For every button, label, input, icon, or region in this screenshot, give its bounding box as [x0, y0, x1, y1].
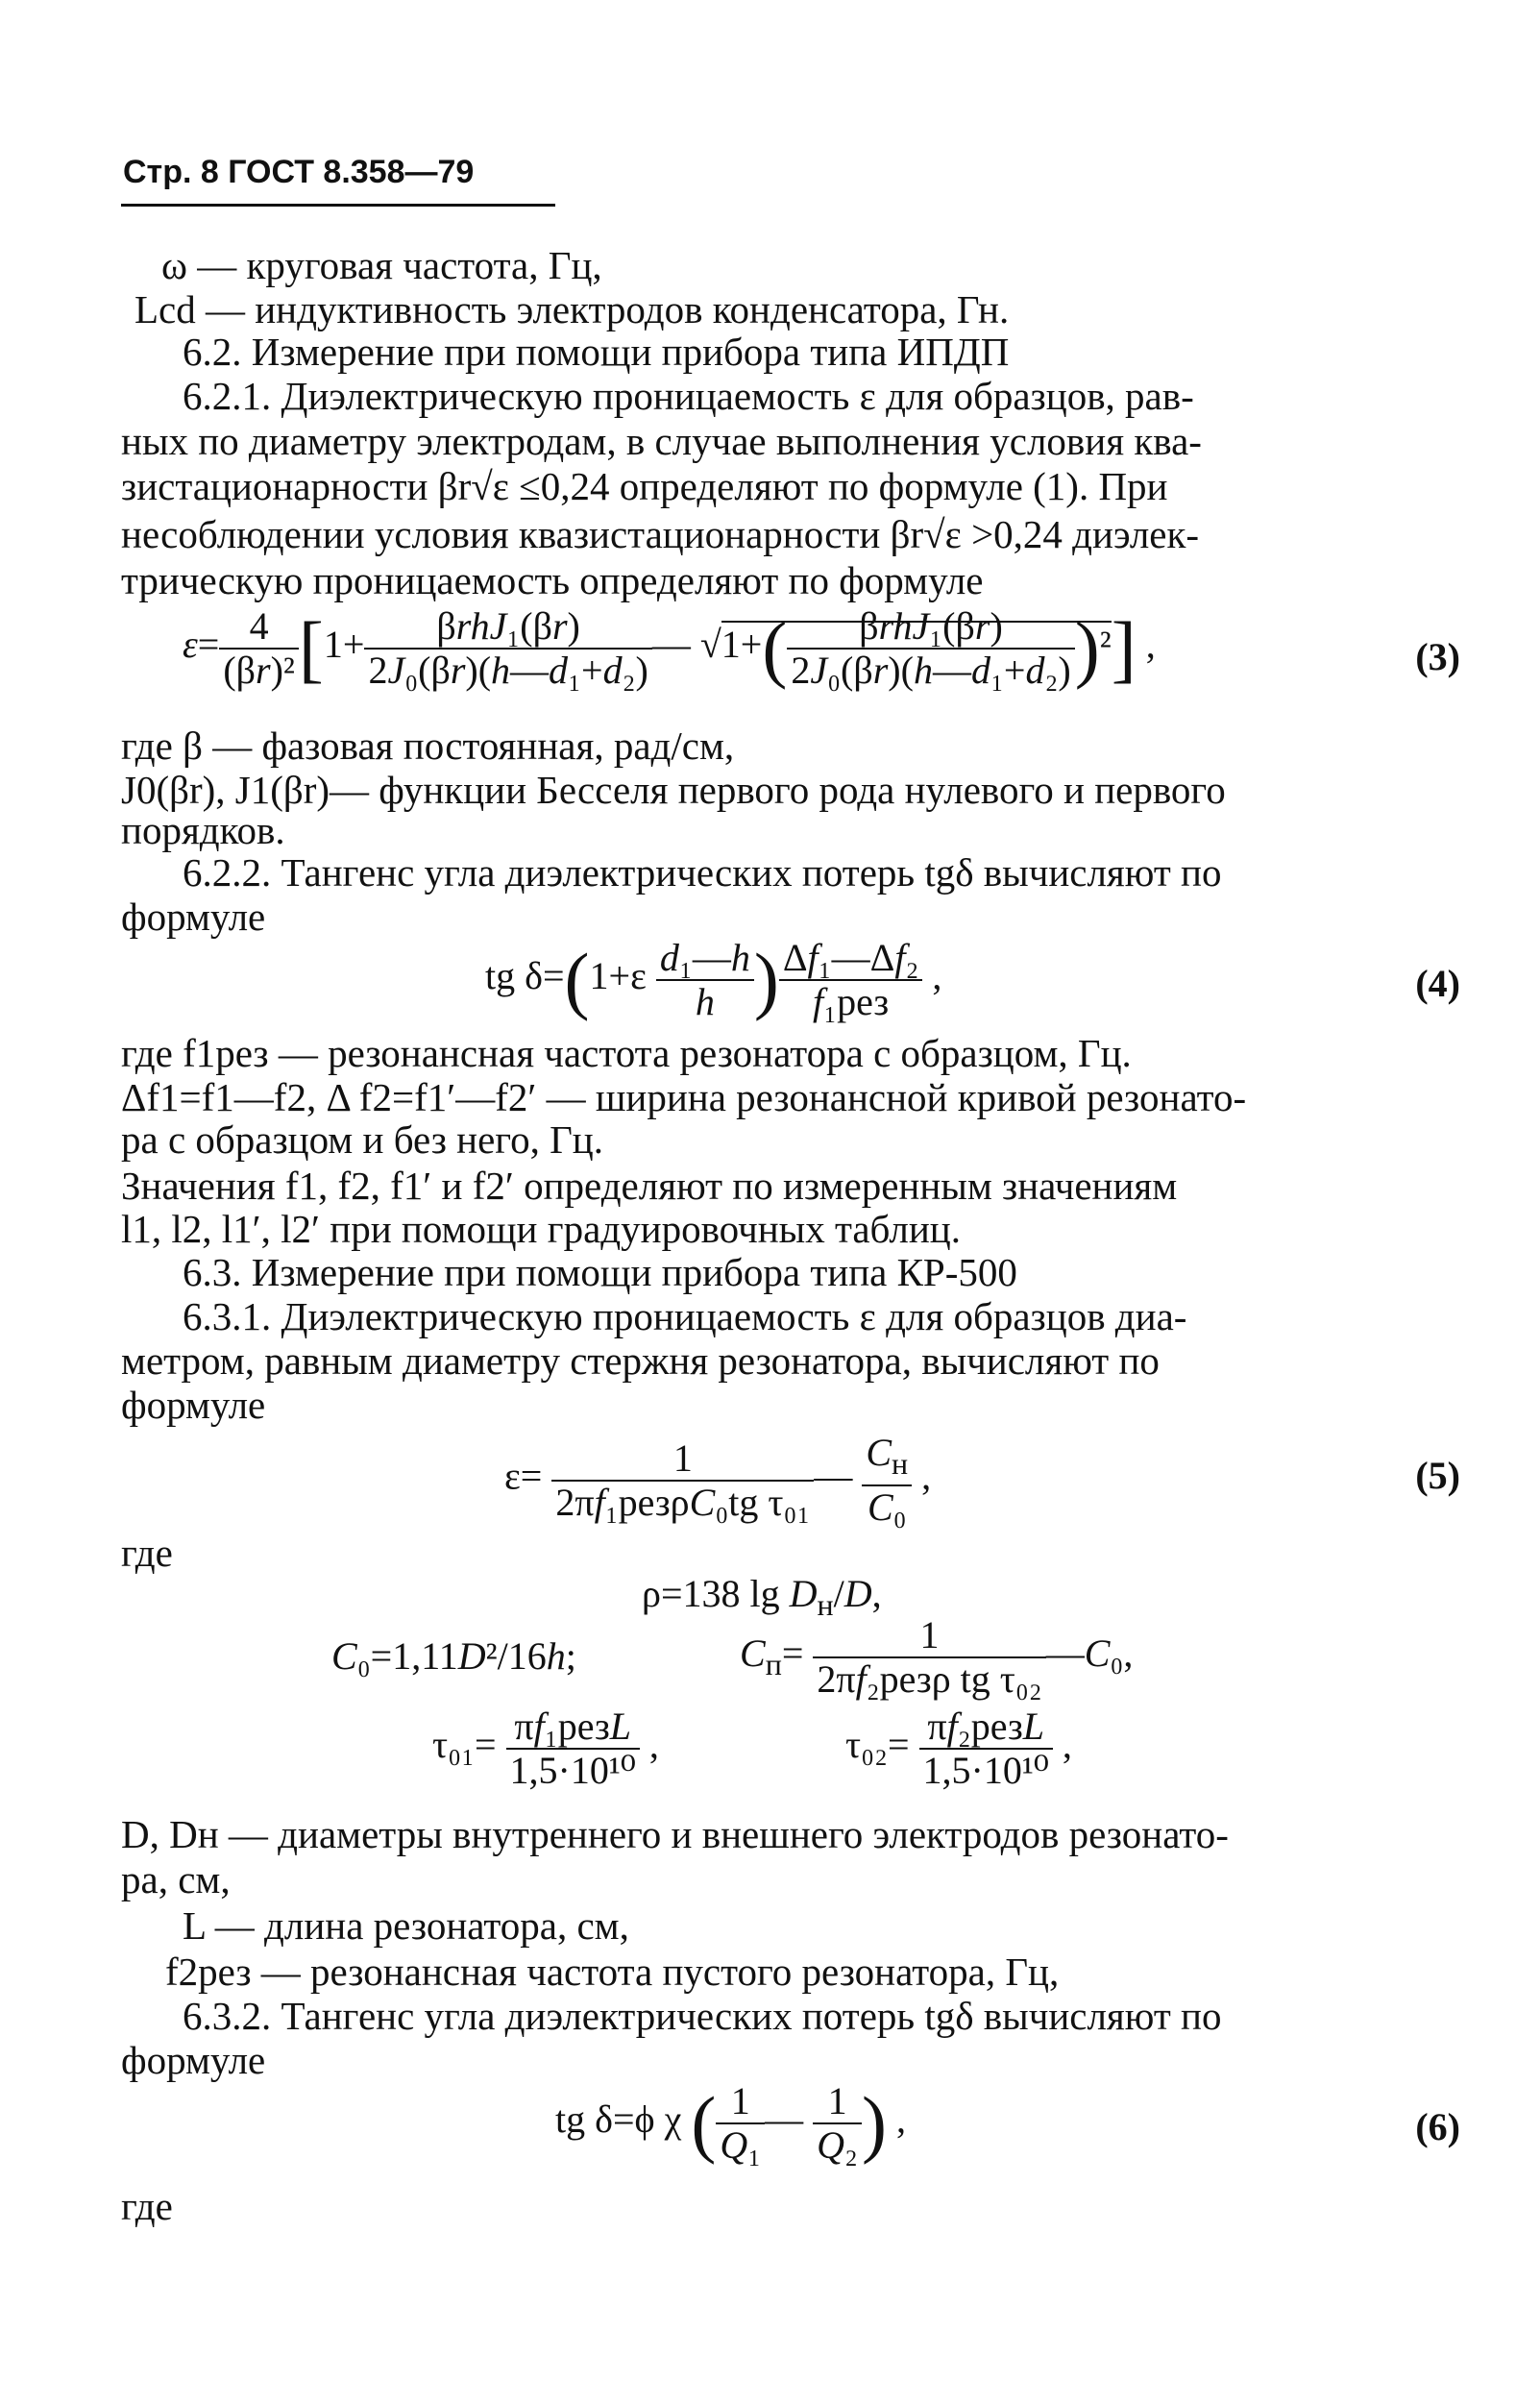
- text-line: где f1рез — резонансная частота резонатора с образцом, Гц.: [121, 1031, 1132, 1075]
- text-line: ра с образцом и без него, Гц.: [121, 1117, 603, 1162]
- text-line: ных по диаметру электродам, в случае выполнения условия ква-: [121, 419, 1202, 463]
- formula-rho: ρ=138 $\lg D_н/D$,: [642, 1572, 882, 1622]
- equation-4: tg δ=(1+ε $\frac{\text{d₁—h}}{h}$ ) $\frac{\text{Δf₁—Δf₂}}{\text{f₁рез}}$ ,: [485, 936, 942, 1023]
- text-line: формуле: [121, 895, 266, 939]
- text-line: где: [121, 2184, 173, 2228]
- text-line: порядков.: [121, 808, 285, 852]
- text-line: формуле: [121, 1383, 266, 1427]
- text-line: J0(βr), J1(βr)— функции Бесселя первого рода нулевого и первого: [121, 768, 1226, 812]
- formula-tau01: τ₀₁= $\frac{\text{πf₁резL}}{\text{1,5·10¹⁰}}$ ,: [432, 1705, 659, 1792]
- text-line: ω — круговая частота, Гц,: [161, 243, 602, 287]
- text-line: 6.3. Измерение при помощи прибора типа КР-500: [183, 1250, 1017, 1294]
- equation-5: ε= $\frac{1}{\text{2πf₁резρC₀tg τ₀₁}}$ — $\frac{C_н}{\text{C₀}}$ ,: [504, 1431, 932, 1529]
- text-line: метром, равным диаметру стержня резонатора, вычисляют по: [121, 1338, 1160, 1383]
- text-line: где: [121, 1531, 173, 1575]
- formula-cn: $C_п=$ $\frac{1}{\text{2πf₂резρ tg τ₀₂}}$ —C₀,: [740, 1613, 1134, 1701]
- equation-3: ε= $\frac{4}{\text{(βr)²}}$ [1+ $\frac{\text{βrhJ₁(βr)}}{\text{2J₀(βr)(h—d₁+d₂)}}$ — √1+( $\frac{\text{βrhJ₁(βr)}}{\text{2J₀(βr)(h—d₁+d₂)}}$ )²] ,: [183, 604, 1156, 692]
- formula-tau02: τ₀₂= $\frac{\text{πf₂резL}}{\text{1,5·10¹⁰}}$ ,: [845, 1705, 1072, 1792]
- text-line: ра, см,: [121, 1857, 231, 1901]
- text-line: 6.2.1. Диэлектрическую проницаемость ε для образцов, рав-: [183, 374, 1194, 418]
- text-line: D, Dн — диаметры внутреннего и внешнего электродов резонато-: [121, 1812, 1229, 1856]
- text-line: трическую проницаемость определяют по формуле: [121, 558, 984, 602]
- formula-c0: C₀=1,11D²/16h;: [331, 1634, 576, 1678]
- text-line: формуле: [121, 2038, 266, 2082]
- equation-number: (6): [1415, 2105, 1460, 2148]
- page-header: Стр. 8 ГОСТ 8.358—79: [123, 154, 475, 190]
- equation-6: tg δ=ϕ χ ( $\frac{1}{\text{Q₁}}$ — $\frac{1}{\text{Q₂}}$ ) ,: [555, 2079, 906, 2167]
- text-line: l1, l2, l1′, l2′ при помощи градуировочных таблиц.: [121, 1207, 961, 1251]
- text-line: зистационарности βr√ε ≤0,24 определяют по формуле (1). При: [121, 464, 1168, 508]
- header-rule: [121, 204, 555, 207]
- text-line: 6.2. Измерение при помощи прибора типа ИПДП: [183, 330, 1010, 374]
- text-line: 6.3.1. Диэлектрическую проницаемость ε для образцов диа-: [183, 1294, 1187, 1338]
- text-line: Lcd — индуктивность электродов конденсатора, Гн.: [134, 287, 1010, 331]
- text-line: Δf1=f1—f2, Δ f2=f1′—f2′ — ширина резонансной кривой резонато-: [121, 1075, 1247, 1119]
- text-line: L — длина резонатора, см,: [183, 1903, 629, 1948]
- text-line: где β — фазовая постоянная, рад/см,: [121, 724, 735, 768]
- text-line: несоблюдении условия квазистационарности βr√ε >0,24 диэлек-: [121, 512, 1200, 556]
- text-line: Значения f1, f2, f1′ и f2′ определяют по измеренным значениям: [121, 1164, 1178, 1208]
- equation-number: (5): [1415, 1454, 1460, 1497]
- text-line: 6.3.2. Тангенс угла диэлектрических потерь tgδ вычисляют по: [183, 1994, 1222, 2038]
- equation-number: (3): [1415, 635, 1460, 678]
- equation-number: (4): [1415, 962, 1460, 1005]
- text-line: 6.2.2. Тангенс угла диэлектрических потерь tgδ вычисляют по: [183, 850, 1222, 895]
- text-line: f2рез — резонансная частота пустого резонатора, Гц,: [165, 1950, 1060, 1994]
